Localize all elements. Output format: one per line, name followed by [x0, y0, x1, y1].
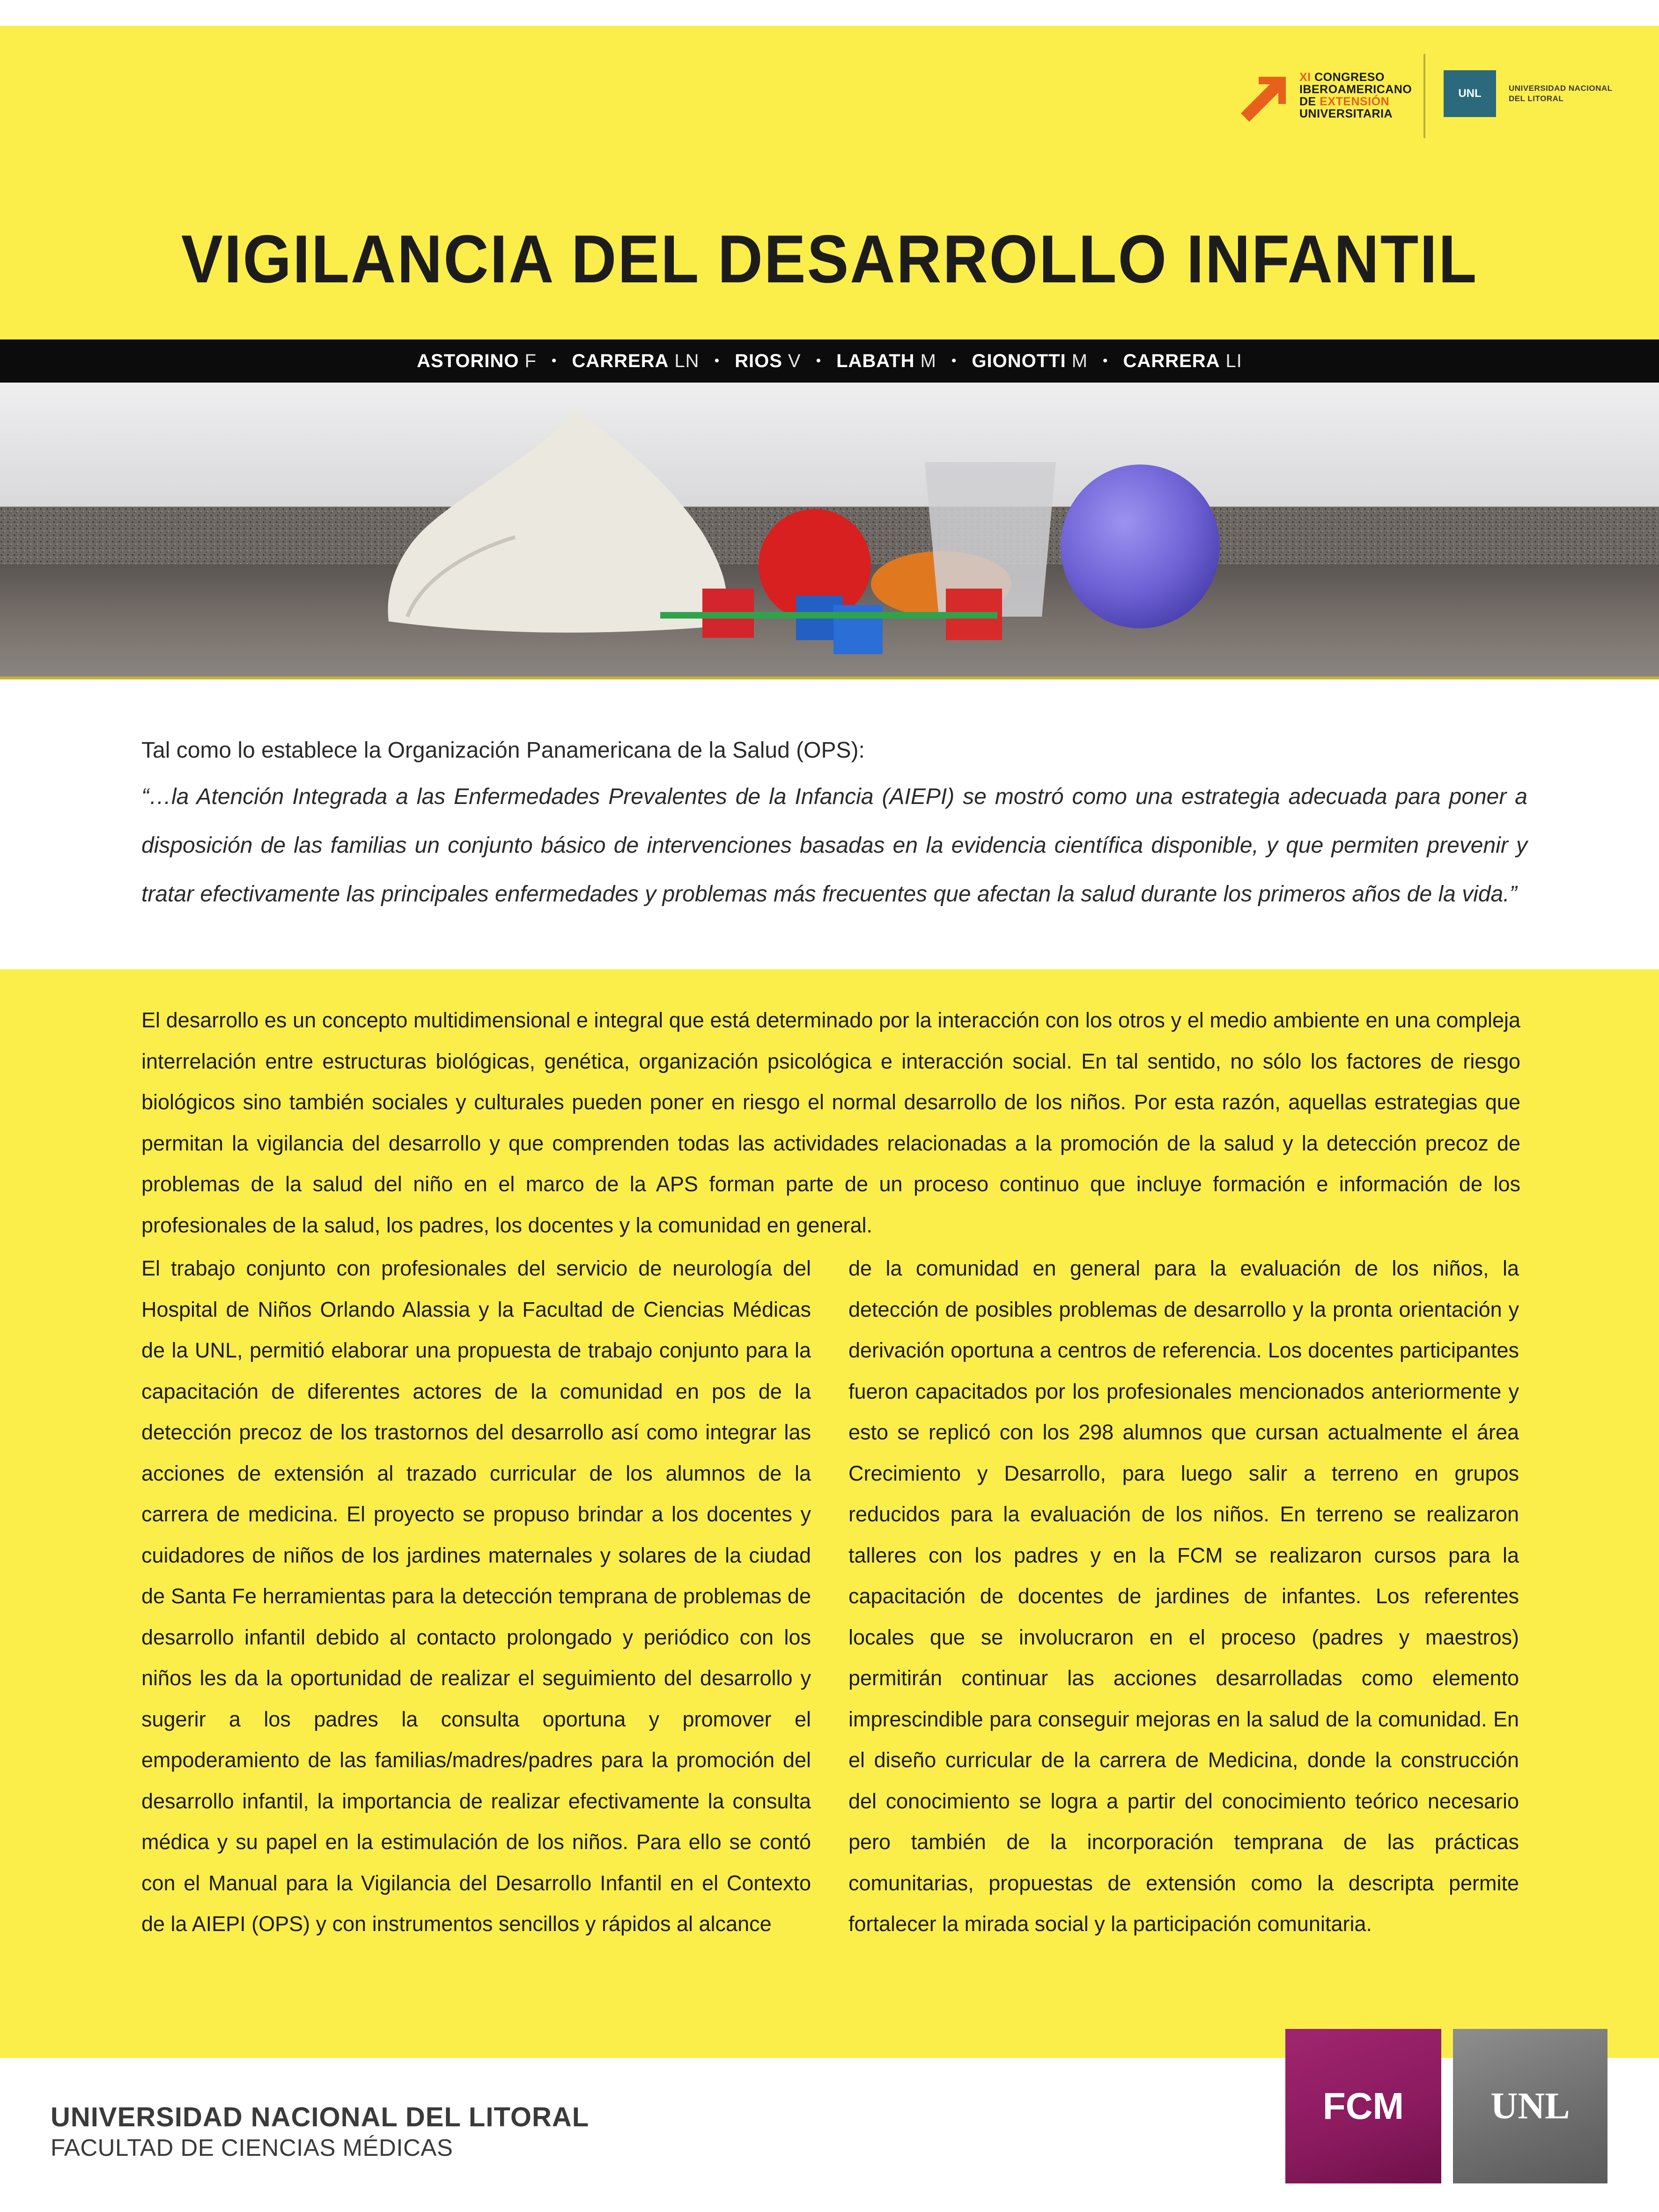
- photo-border: [0, 677, 1659, 679]
- logo-divider: [1423, 54, 1425, 138]
- author: RIOS V: [735, 350, 801, 371]
- author-separator: •: [816, 353, 822, 369]
- author: GIONOTTI M: [972, 350, 1088, 371]
- congress-logo: [1241, 70, 1438, 136]
- ops-quote: “…la Atención Integrada a las Enfermedades Prevalentes de la Infancia (AIEPI) se mostró como una estrategia adecuada para poner a disposición de las familias un conjunto básico de intervenciones basadas en la evidencia científica disponible, y que permiten prevenir y tratar efectivamente las principales enfermedades y problemas más frecuentes que afectan la salud durante los primeros años de la vida.”: [141, 784, 1527, 907]
- body-column-left: El trabajo conjunto con profesionales del servicio de neurología del Hospital de Niños Orlando Alassia y la Facultad de Ciencias Médicas de la UNL, permitió elaborar una propuesta de trabajo conjunto para la capacitación de diferentes actores de la comunidad en pos de la detección precoz de los trastornos del desarrollo así como integrar las acciones de extensión al trazado curricular de los alumnos de la carrera de medicina. El proyecto se propuso brindar a los docentes y cuidadores de niños de los jardines maternales y solares de la ciudad de Santa Fe herramientas para la detección temprana de problemas de desarrollo infantil debido al contacto prolongado y periódico con los niños les da la oportunidad de realizar el seguimiento del desarrollo y sugerir a los padres la consulta oportuna y promover el empoderamiento de las familias/madres/padres para la promoción del desarrollo infantil, la importancia de realizar efectivamente la consulta médica y su papel en la estimulación de los niños. Para ello se contó con el Manual para la Vigilancia del Desarrollo Infantil en el Contexto de la AIEPI (OPS) y con instrumentos sencillos y rápidos al alcance: [141, 1256, 811, 1936]
- author: CARRERA LI: [1123, 350, 1242, 371]
- hero-photo: [0, 383, 1659, 677]
- author-separator: •: [714, 353, 720, 369]
- author-separator: •: [551, 353, 557, 369]
- intro-text: Tal como lo establece la Organización Panamericana de la Salud (OPS):: [141, 738, 865, 763]
- author: LABATH M: [836, 350, 936, 371]
- unl-logo-name: UNIVERSIDAD NACIONAL DEL LITORAL: [1509, 84, 1613, 103]
- unl-logo-badge: UNL: [1444, 70, 1496, 117]
- fcm-logo-block: FCM: [1285, 2029, 1441, 2183]
- author: ASTORINO F: [417, 350, 537, 371]
- arrow-up-right-icon: [1241, 70, 1292, 122]
- congress-logo-text: XI CONGRESO IBEROAMERICANO DE EXTENSIÓN UNIVERSITARIA: [1299, 71, 1412, 120]
- authors-bar: [0, 339, 1659, 383]
- page-title: VIGILANCIA DEL DESARROLLO INFANTIL: [181, 221, 1478, 297]
- footer-university: UNIVERSIDAD NACIONAL DEL LITORAL: [51, 2102, 590, 2132]
- body-paragraph-intro: El desarrollo es un concepto multidimensional e integral que está determinado por la interacción con los otros y el medio ambiente en una compleja interrelación entre estructuras biológicas, genética, organización psicológica e interacción social. En tal sentido, no sólo los factores de riesgo biológicos sino también sociales y culturales pueden poner en riesgo el normal desarrollo de los niños. Por esta razón, aquellas estrategias que permitan la vigilancia del desarrollo y que comprenden todas las actividades relacionadas a la promoción de la salud y la detección precoz de problemas de la salud del niño en el marco de la APS forman parte de un proceso continuo que incluye formación e información de los profesionales de la salud, los padres, los docentes y la comunidad en general.: [141, 1008, 1520, 1237]
- author-separator: •: [1103, 353, 1108, 369]
- unl-logo-block: UNL: [1453, 2029, 1607, 2183]
- author: CARRERA LN: [572, 350, 700, 371]
- body-column-right: de la comunidad en general para la evaluación de los niños, la detección de posibles problemas de desarrollo y la pronta orientación y derivación oportuna a centros de referencia. Los docentes participantes fueron capacitados por los profesionales mencionados anteriormente y esto se replicó con los 298 alumnos que cursan actualmente el área Crecimiento y Desarrollo, para luego salir a terreno en grupos reducidos para la evaluación de los niños. En terreno se realizaron talleres con los padres y en la FCM se realizaron cursos para la capacitación de docentes de jardines de infantes. Los referentes locales que se involucraron en el proceso (padres y maestros) permitirán continuar las acciones desarrolladas como elemento imprescindible para conseguir mejoras en la salud de la comunidad. En el diseño curricular de la carrera de Medicina, donde la construcción del conocimiento se logra a partir del conocimiento teórico necesario pero también de la incorporación temprana de las prácticas comunitarias, propuestas de extensión como la descripta permite fortalecer la mirada social y la participación comunitaria.: [848, 1256, 1519, 1936]
- author-separator: •: [951, 353, 957, 369]
- footer-faculty: FACULTAD DE CIENCIAS MÉDICAS: [51, 2134, 453, 2161]
